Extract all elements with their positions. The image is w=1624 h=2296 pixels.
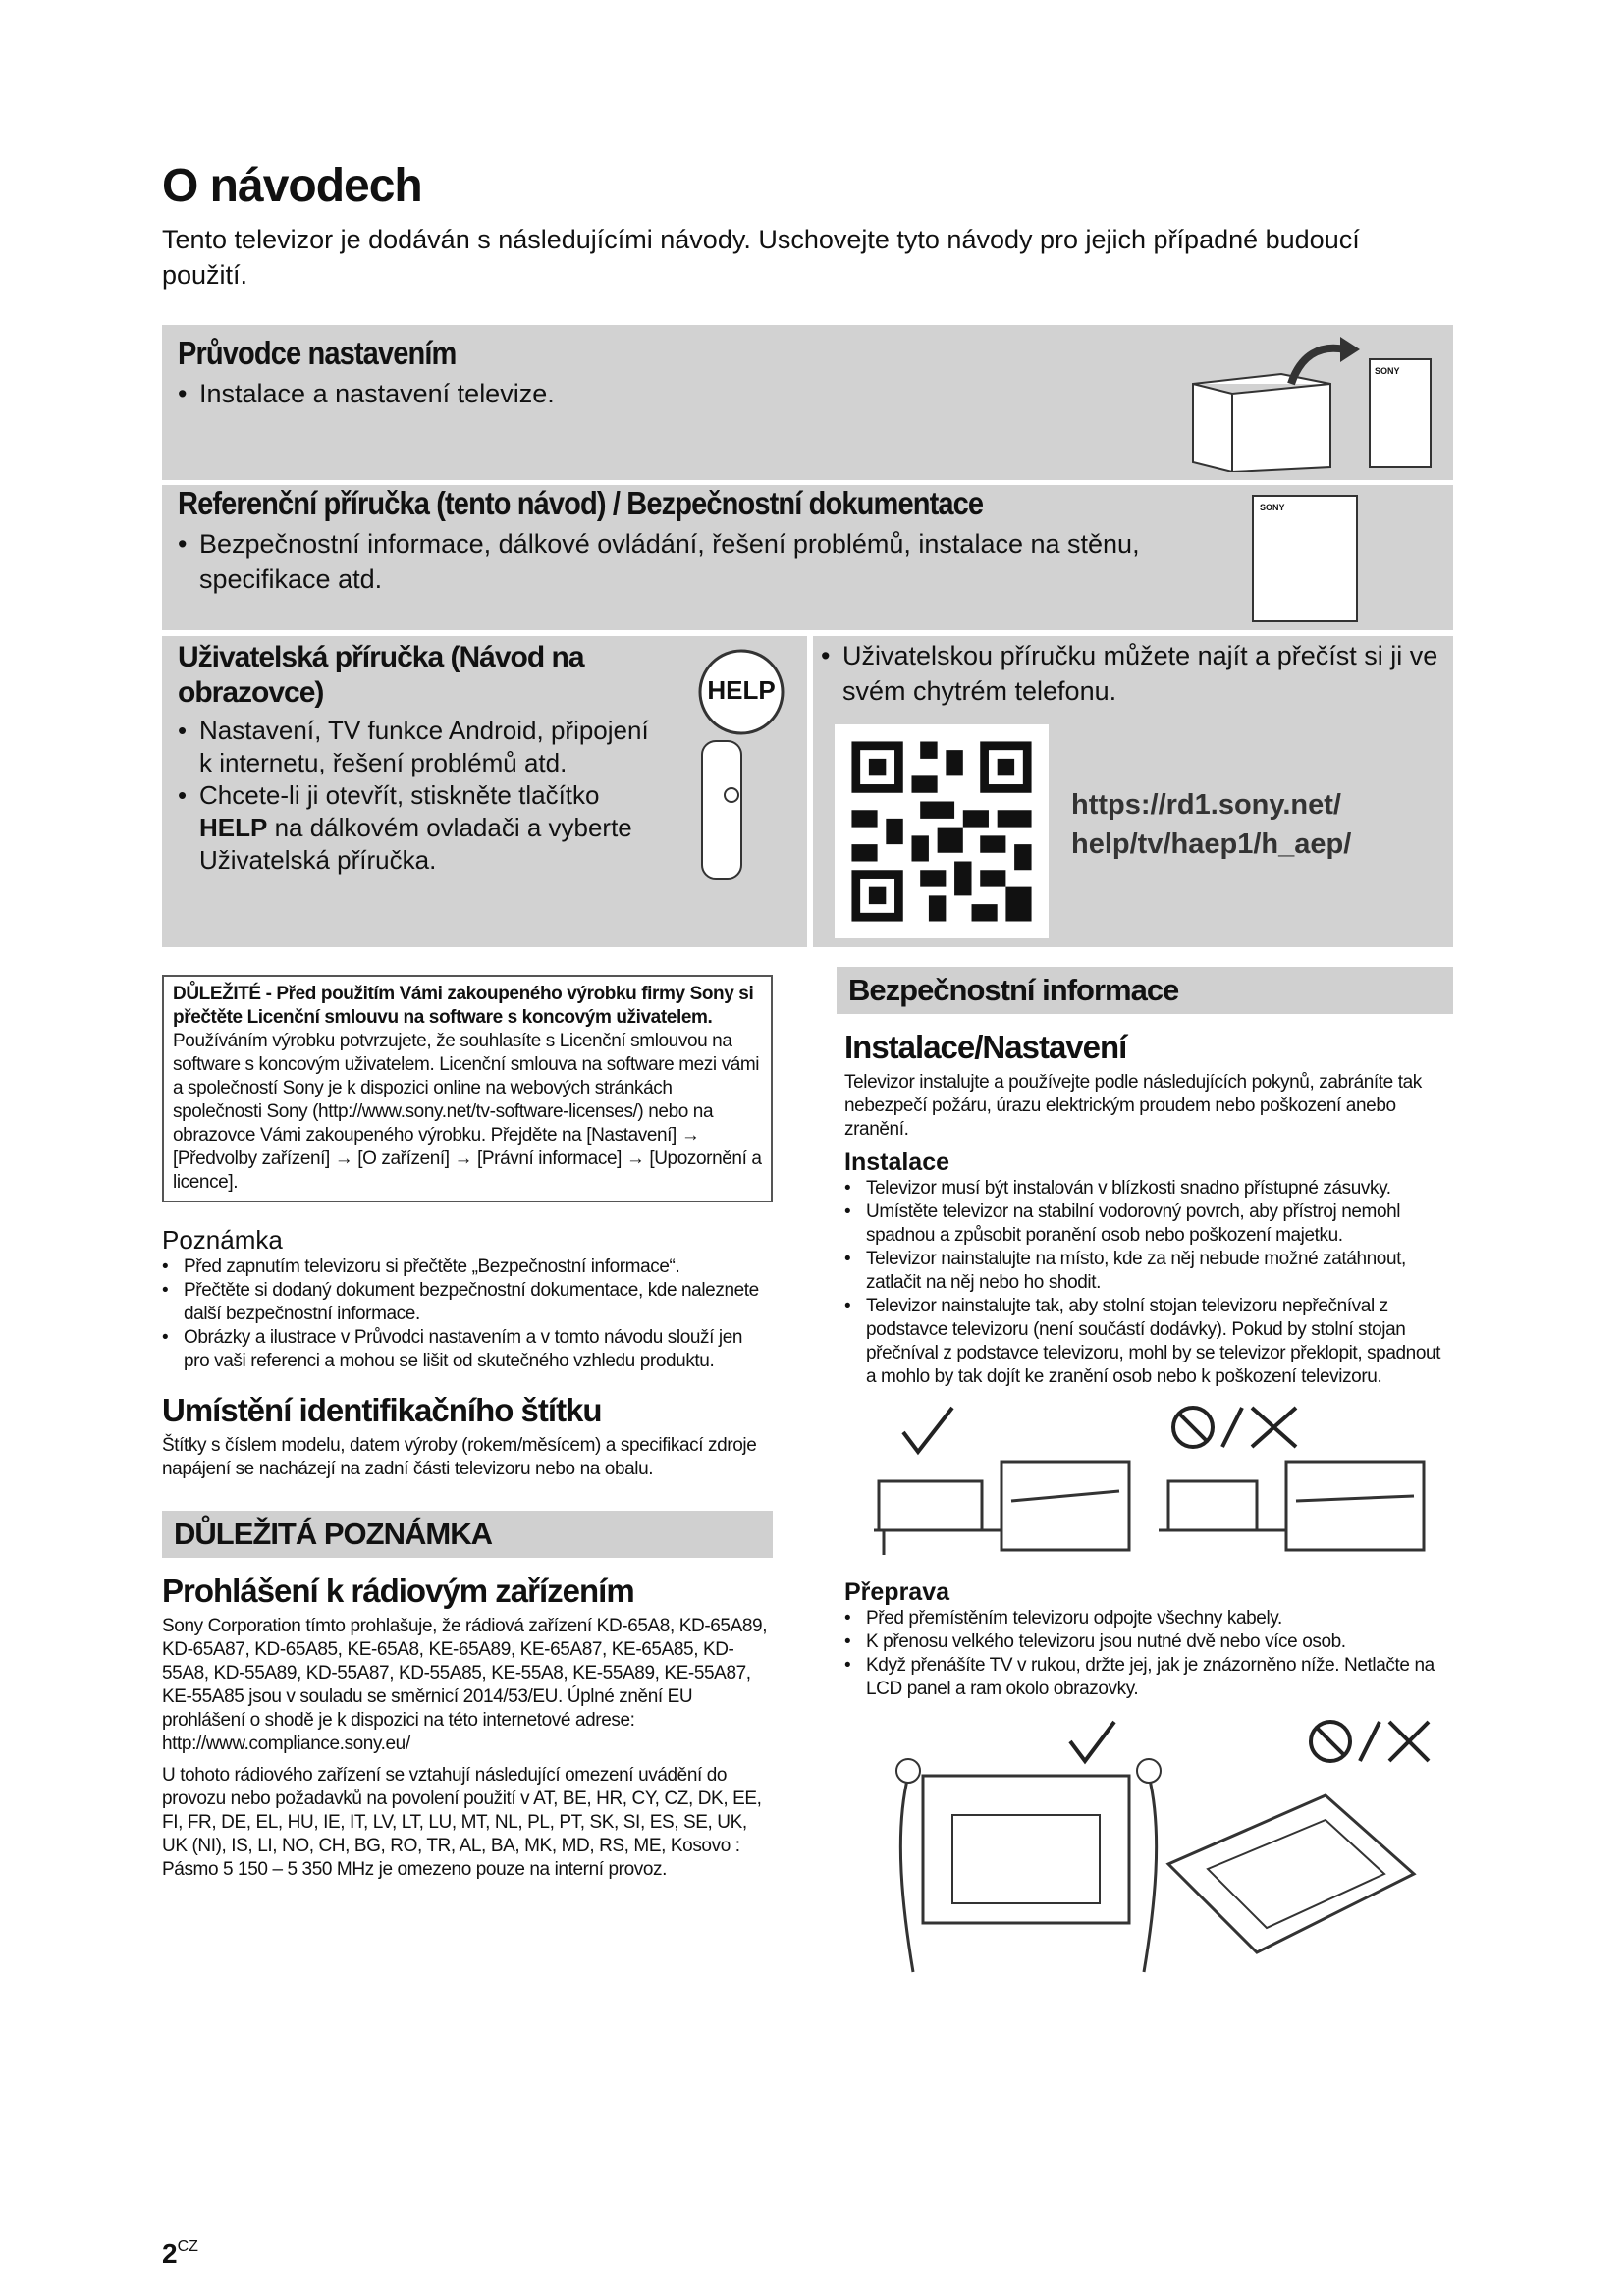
safety-intro: Televizor instalujte a používejte podle následujících pokynů, zabráníte tak nebezpečí požáru, úrazu elektrickým proudem nebo poškození anebo zranění. <box>844 1072 1422 1140</box>
install-item: • Umístěte televizor na stabilní vodorovný povrch, aby přístroj nemohl spadnou a způsobit poranění osob nebo poškození majetku. <box>844 1201 1453 1248</box>
box-bullet: • Bezpečnostní informace, dálkové ovládání, řešení problémů, instalace na stěnu, specifikace atd. <box>178 526 1230 597</box>
note-list <box>162 1255 773 1373</box>
transport-heading: Přeprava <box>844 1578 950 1606</box>
radio-text <box>162 1615 773 1882</box>
box-heading: Průvodce nastavením <box>178 335 457 371</box>
label-text: Štítky s číslem modelu, datem výroby (rokem/měsícem) a specifikací zdroje napájení se nacházejí na zadní části televizoru nebo na obalu. <box>162 1435 757 1479</box>
tv-carrying-illustration <box>884 1717 1434 1982</box>
box-heading: Uživatelská příručka (Návod na obrazovce) <box>178 641 584 709</box>
note-item: • Přečtěte si dodaný dokument bezpečnostní dokumentace, kde naleznete další bezpečnostní informace. <box>162 1279 773 1326</box>
page-title: O návodech <box>162 160 422 212</box>
install-list <box>844 1177 1453 1389</box>
box-bullet: • Chcete-li ji otevřít, stiskněte tlačítko HELP na dálkovém ovladači a vyberte Uživatelská příručka. <box>178 779 659 877</box>
user-guide-url[interactable]: https://rd1.sony.net/ help/tv/haep1/h_aep/ <box>1071 789 1352 860</box>
radio-paragraph: Sony Corporation tímto prohlašuje, že rádiová zařízení KD-65A8, KD-65A89, KD-65A87, KD-65A85, KE-65A8, KE-65A89, KE-65A87, KE-65A85, KD-55A8, KD-55A89, KD-55A87, KD-55A85, KE-55A8, KE-55A89, KE-55A87, KE-55A85 jsou v souladu se směrnicí 2014/53/EU. Úplné znění EU prohlášení o shodě je k dispozici na této internetové adrese: http://www.compliance.sony.eu/ <box>162 1616 768 1754</box>
safety-bar <box>837 967 1453 1014</box>
setup-guide-box <box>162 325 1453 480</box>
bar-label: DŮLEŽITÁ POZNÁMKA <box>174 1517 492 1551</box>
important-text: Používáním výrobku potvrzujete, že souhlasíte s Licenční smlouvou na software s koncovým uživatelem. Licenční smlouva na software mezi vámi a společností Sony je k dispozici online na webových stránkách společnosti Sony (http://www.sony.net/tv-software-licenses/) nebo na obrazovce Vámi zakoupeného výrobku. Přejděte na [Nastavení] → [Předvolby zařízení] → [O zařízení] → [Právní informace] → [Upozornění a licence]. <box>173 1031 762 1193</box>
install-item: • Televizor nainstalujte tak, aby stolní stojan televizoru nepřečníval z podstavce televizoru (není součástí dodávky). Pokud by stolní stojan přečníval z podstavce televizoru, mohl by se televizor překlopit, spadnout a mohlo by tak dojít ke zranění osob nebo k poškození televizoru. <box>844 1295 1453 1389</box>
box-manual-icon <box>1183 335 1438 472</box>
smartphone-guide-box <box>813 636 1453 947</box>
help-button-label: HELP <box>707 675 776 705</box>
note-heading: Poznámka <box>162 1225 283 1255</box>
important-note-bar <box>162 1511 773 1558</box>
label-heading: Umístění identifikačního štítku <box>162 1392 602 1428</box>
bar-label: Bezpečnostní informace <box>848 973 1179 1007</box>
box-bullet: • Instalace a nastavení televize. <box>178 376 1469 411</box>
left-column <box>162 975 773 1882</box>
install-heading: Instalace <box>844 1148 950 1176</box>
stand-placement-illustration <box>864 1403 1434 1560</box>
transport-item: • K přenosu velkého televizoru jsou nutné dvě nebo více osob. <box>844 1630 1453 1654</box>
radio-paragraph: Pásmo 5 150 – 5 350 MHz je omezeno pouze na interní provoz. <box>162 1859 667 1880</box>
qr-code[interactable] <box>835 724 1049 938</box>
page-number: $2^{CZ}$ <box>162 2238 198 2269</box>
install-item: • Televizor nainstalujte na místo, kde za něj nebude možné zatáhnout, zatlačit na něj nebo ho shodit. <box>844 1248 1453 1295</box>
user-guide-box <box>162 636 807 947</box>
important-license-box <box>162 975 773 1202</box>
radio-paragraph: U tohoto rádiového zařízení se vztahují následující omezení uvádění do provozu nebo požadavků na povolení použití v AT, BE, HR, CY, CZ, DK, EE, FI, FR, DE, EL, HU, IE, IT, LV, LT, LU, MT, NL, PL, PT, SK, SI, ES, SE, UK, UK (NI), IS, LI, NO, CH, BG, RO, TR, AL, BA, MK, MD, RS, ME, Kosovo : <box>162 1765 762 1856</box>
note-item: • Před zapnutím televizoru si přečtěte „Bezpečnostní informace“. <box>162 1255 773 1279</box>
note-item: • Obrázky a ilustrace v Průvodci nastavením a v tomto návodu slouží jen pro vaši referenci a mohou se lišit od skutečného vzhledu produktu. <box>162 1326 773 1373</box>
radio-heading: Prohlášení k rádiovým zařízením <box>162 1573 634 1609</box>
box-heading: Referenční příručka (tento návod) / Bezpečnostní dokumentace <box>178 485 984 521</box>
intro-text: Tento televizor je dodáván s následujícími návody. Uschovejte tyto návody pro jejich případné budoucí použití. <box>162 225 1360 290</box>
sony-brand: SONY <box>1260 503 1285 512</box>
box3-bullets <box>178 715 659 877</box>
transport-list <box>844 1607 1453 1701</box>
reference-manual-box <box>162 485 1453 630</box>
transport-item: • Když přenášíte TV v rukou, držte jej, jak je znázorněno níže. Netlačte na LCD panel a ram okolo obrazovky. <box>844 1654 1453 1701</box>
install-item: • Televizor musí být instalován v blízkosti snadno přístupné zásuvky. <box>844 1177 1453 1201</box>
box-bullet: • Uživatelskou příručku můžete najít a přečíst si ji ve svém chytrém telefonu. <box>821 638 1441 709</box>
document-icon <box>1252 495 1358 622</box>
important-bold: DŮLEŽITÉ - Před použitím Vámi zakoupeného výrobku firmy Sony si přečtěte Licenční smlouvu na software s koncovým uživatelem. <box>173 984 754 1028</box>
install-setup-heading: Instalace/Nastavení <box>844 1029 1127 1065</box>
box-bullet: • Nastavení, TV funkce Android, připojení k internetu, řešení problémů atd. <box>178 715 659 779</box>
sony-brand: SONY <box>1375 366 1400 376</box>
transport-item: • Před přemístěním televizoru odpojte všechny kabely. <box>844 1607 1453 1630</box>
right-column <box>837 967 1453 1982</box>
